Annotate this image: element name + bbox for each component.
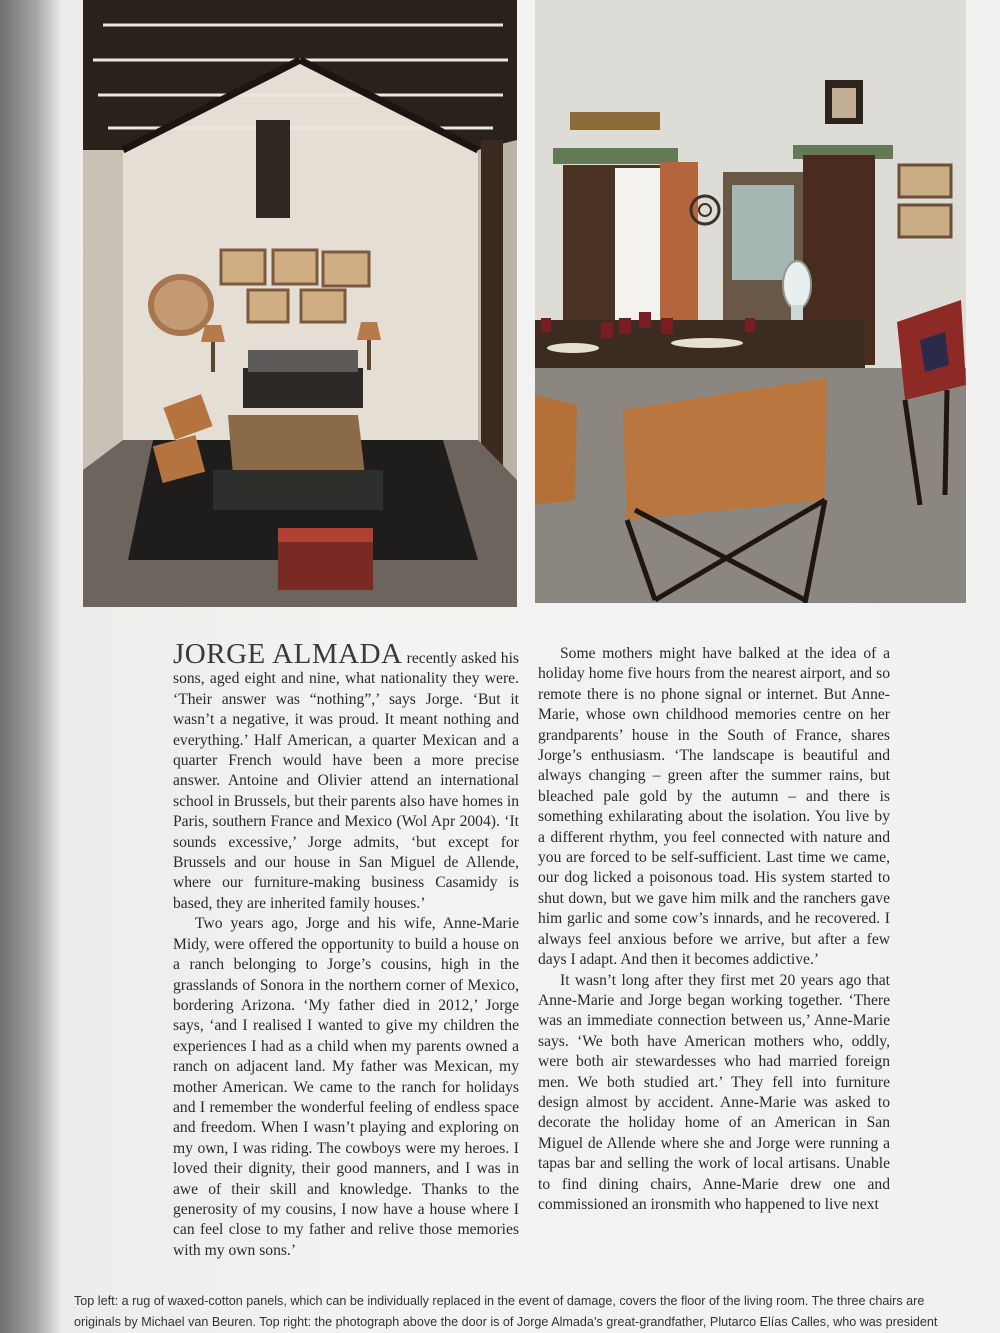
dining-room-illustration bbox=[535, 0, 966, 603]
article-paragraph-2: Two years ago, Jorge and his wife, Anne-Marie Midy, were offered the opportunity to build a house on a ranch belonging to Jorge’s cousins, high in the grasslands of Sonora in the northern corner of Mexico, bordering Arizona. ‘My father died in 2012,’ Jorge says, ‘and I realised I wanted to give my children the experiences I had as a child when my parents owned a ranch on adjacent land. My father was Mexican, my mother American. We came to the ranch for holidays and I remember the wonderful feeling of endless space and freedom. When I wasn’t playing and exploring on my own, I was riding. The cowboys were my heroes. I loved their dignity, their good manners, and I was in awe of their skill and knowledge. Thanks to the generosity of my cousins, I now have a house where I can feel close to my father and relive those memories with my own sons.’ bbox=[173, 915, 519, 1259]
article-column-right bbox=[538, 644, 890, 1215]
photo-caption bbox=[74, 1291, 994, 1333]
caption-line-2: originals by Michael van Beuren. Top right: the photograph above the door is of Jorge Almada’s great-grandfather, Plutarco Elías Calles, who was president bbox=[74, 1315, 938, 1329]
article-lead-name: JORGE ALMADA bbox=[173, 638, 403, 670]
living-room-illustration bbox=[83, 0, 517, 607]
caption-line-1: Top left: a rug of waxed-cotton panels, which can be individually replaced in the event of damage, covers the floor of the living room. The three chairs are bbox=[74, 1294, 925, 1308]
article-paragraph-1 bbox=[173, 638, 519, 914]
article-paragraph-4: It wasn’t long after they first met 20 years ago that Anne-Marie and Jorge began working together. ‘There was an immediate connection between us,’ Anne-Marie says. ‘We both have American mothers who, oddly, were both air stewardesses who had married foreign men. We both studied art.’ They fell into furniture design almost by accident. Anne-Marie was asked to decorate the holiday home of an American in San Miguel de Allende where she and Jorge were running a tapas bar and selling the work of local artisans. Unable to find dining chairs, Anne-Marie drew one and commissioned an ironsmith who happened to live next bbox=[538, 971, 890, 1213]
article-paragraph-1-text: recently asked his sons, aged eight and nine, what nationality they were. ‘Their answer was “nothing”,’ says Jorge. ‘But it wasn’t a negative, it was proud. It meant nothing and everything.’ Half American, a quarter Mexican and a quarter French would have been a more precise answer. Antoine and Olivier attend an international school in Brussels, but their parents also have homes in Paris, southern France and Mexico (Wol Apr 2004). ‘It sounds excessive,’ Jorge admits, ‘but except for Brussels and our house in San Miguel de Allende, where our furniture-making business Casamidy is based, they are inherited family houses.’ bbox=[173, 650, 519, 912]
article-column-left bbox=[173, 638, 519, 1261]
living-room-photo bbox=[83, 0, 517, 607]
article-paragraph-3: Some mothers might have balked at the idea of a holiday home five hours from the nearest airport, and so remote there is no phone signal or internet. But Anne-Marie, whose own childhood memories centre on her grandparents’ house in the South of France, shares Jorge’s enthusiasm. ‘The landscape is beautiful and always changing – green after the summer rains, but bleached pale gold by the autumn – and there is something exhilarating about the isolation. You live by a different rhythm, you feel connected with nature and you are forced to be self-sufficient. Last time we came, our dog licked a poisonous toad. His system started to shut down, but we gave him milk and the ranchers gave him garlic and some cow’s innards, and he recovered. I always feel anxious before we arrive, but after a few days I adapt. And then it becomes addictive.’ bbox=[538, 645, 890, 969]
dining-room-photo bbox=[535, 0, 966, 603]
page-binding-shadow bbox=[0, 0, 62, 1333]
